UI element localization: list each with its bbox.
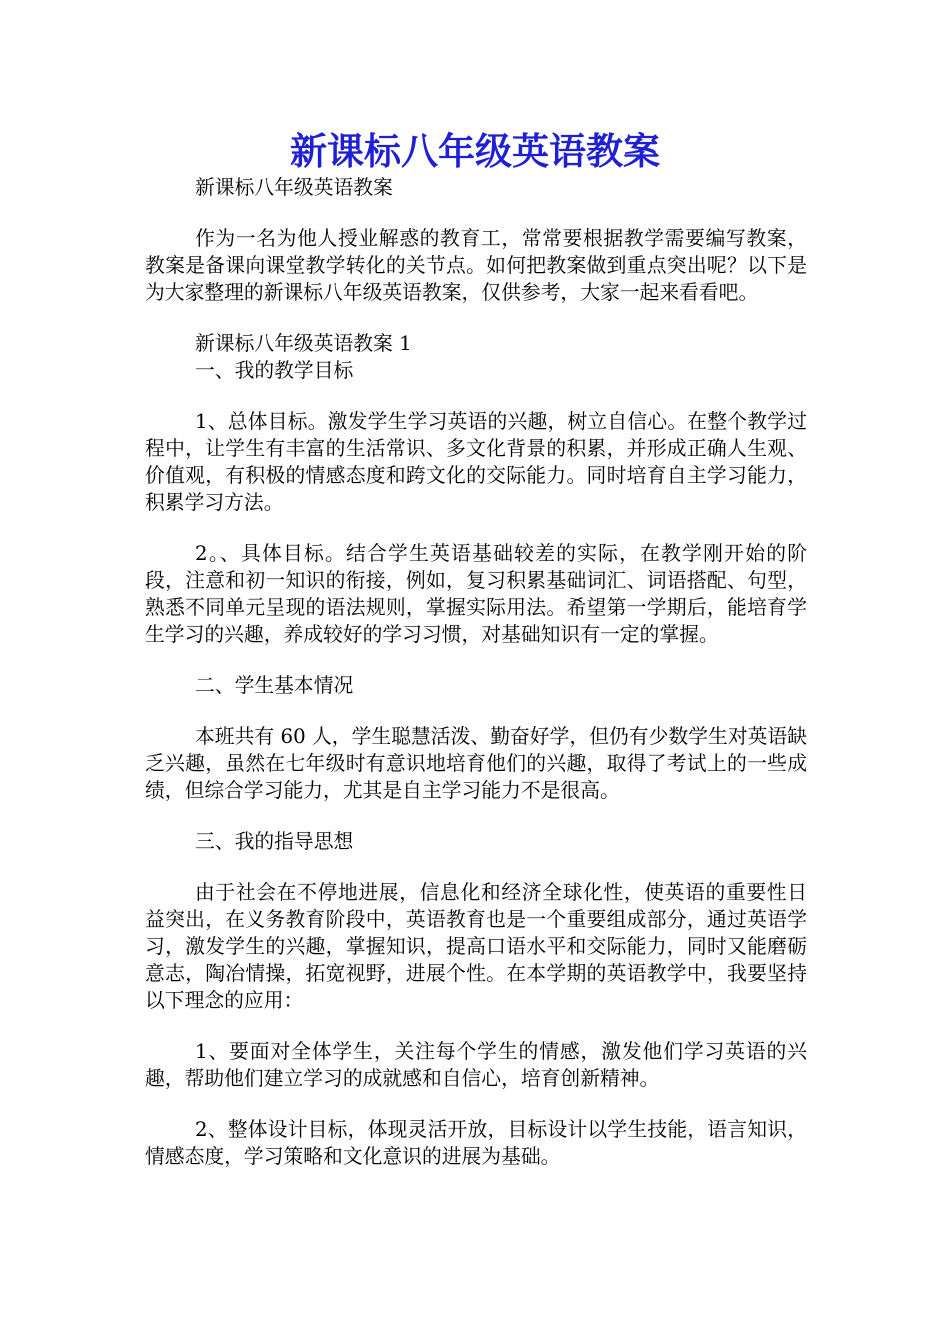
document-subtitle: 新课标八年级英语教案 — [195, 176, 393, 199]
section-title: 新课标八年级英语教案 1 — [195, 332, 412, 355]
student-situation-paragraph: 本班共有 60 人，学生聪慧活泼、勤奋好学，但仍有少数学生对英语缺乏兴趣，虽然在七年级时有意识地培育他们的兴趣，取得了考试上的一些成绩，但综合学习能力，尤其是自主学习能力不是很高。 — [145, 725, 807, 802]
idea-2-paragraph: 2、整体设计目标，体现灵活开放，目标设计以学生技能，语言知识，情感态度，学习策略和文化意识的进展为基础。 — [145, 1118, 807, 1168]
heading-teaching-goals: 一、我的教学目标 — [195, 359, 354, 382]
goal-specific-paragraph: 2。、具体目标。结合学生英语基础较差的实际，在教学刚开始的阶段，注意和初一知识的衔接，例如，复习积累基础词汇、词语搭配、句型，熟悉不同单元呈现的语法规则，掌握实际用法。希望第一学期后，能培育学生学习的兴趣，养成较好的学习习惯，对基础知识有一定的掌握。 — [145, 542, 807, 646]
guiding-thought-paragraph: 由于社会在不停地进展，信息化和经济全球化性，使英语的重要性日益突出，在义务教育阶段中，英语教育也是一个重要组成部分，通过英语学习，激发学生的兴趣，掌握知识，提高口语水平和交际能力，同时又能磨砺意志，陶冶情操，拓宽视野，进展个性。在本学期的英语教学中，我要坚持以下理念的应用： — [145, 881, 807, 1012]
document-title: 新课标八年级英语教案 — [290, 129, 660, 173]
intro-paragraph: 作为一名为他人授业解惑的教育工，常常要根据教学需要编写教案，教案是备课向课堂教学转化的关节点。如何把教案做到重点突出呢？以下是为大家整理的新课标八年级英语教案，仅供参考，大家一起来看看吧。 — [145, 227, 807, 304]
idea-1-paragraph: 1、要面对全体学生，关注每个学生的情感，激发他们学习英语的兴趣，帮助他们建立学习的成就感和自信心，培育创新精神。 — [145, 1040, 807, 1090]
heading-guiding-thought: 三、我的指导思想 — [195, 830, 354, 853]
heading-student-situation: 二、学生基本情况 — [195, 674, 354, 697]
goal-overall-paragraph: 1、总体目标。激发学生学习英语的兴趣，树立自信心。在整个教学过程中，让学生有丰富的生活常识、多文化背景的积累，并形成正确人生观、价值观，有积极的情感态度和跨文化的交际能力。同时培育自主学习能力，积累学习方法。 — [145, 410, 807, 514]
document-body — [145, 174, 807, 1170]
